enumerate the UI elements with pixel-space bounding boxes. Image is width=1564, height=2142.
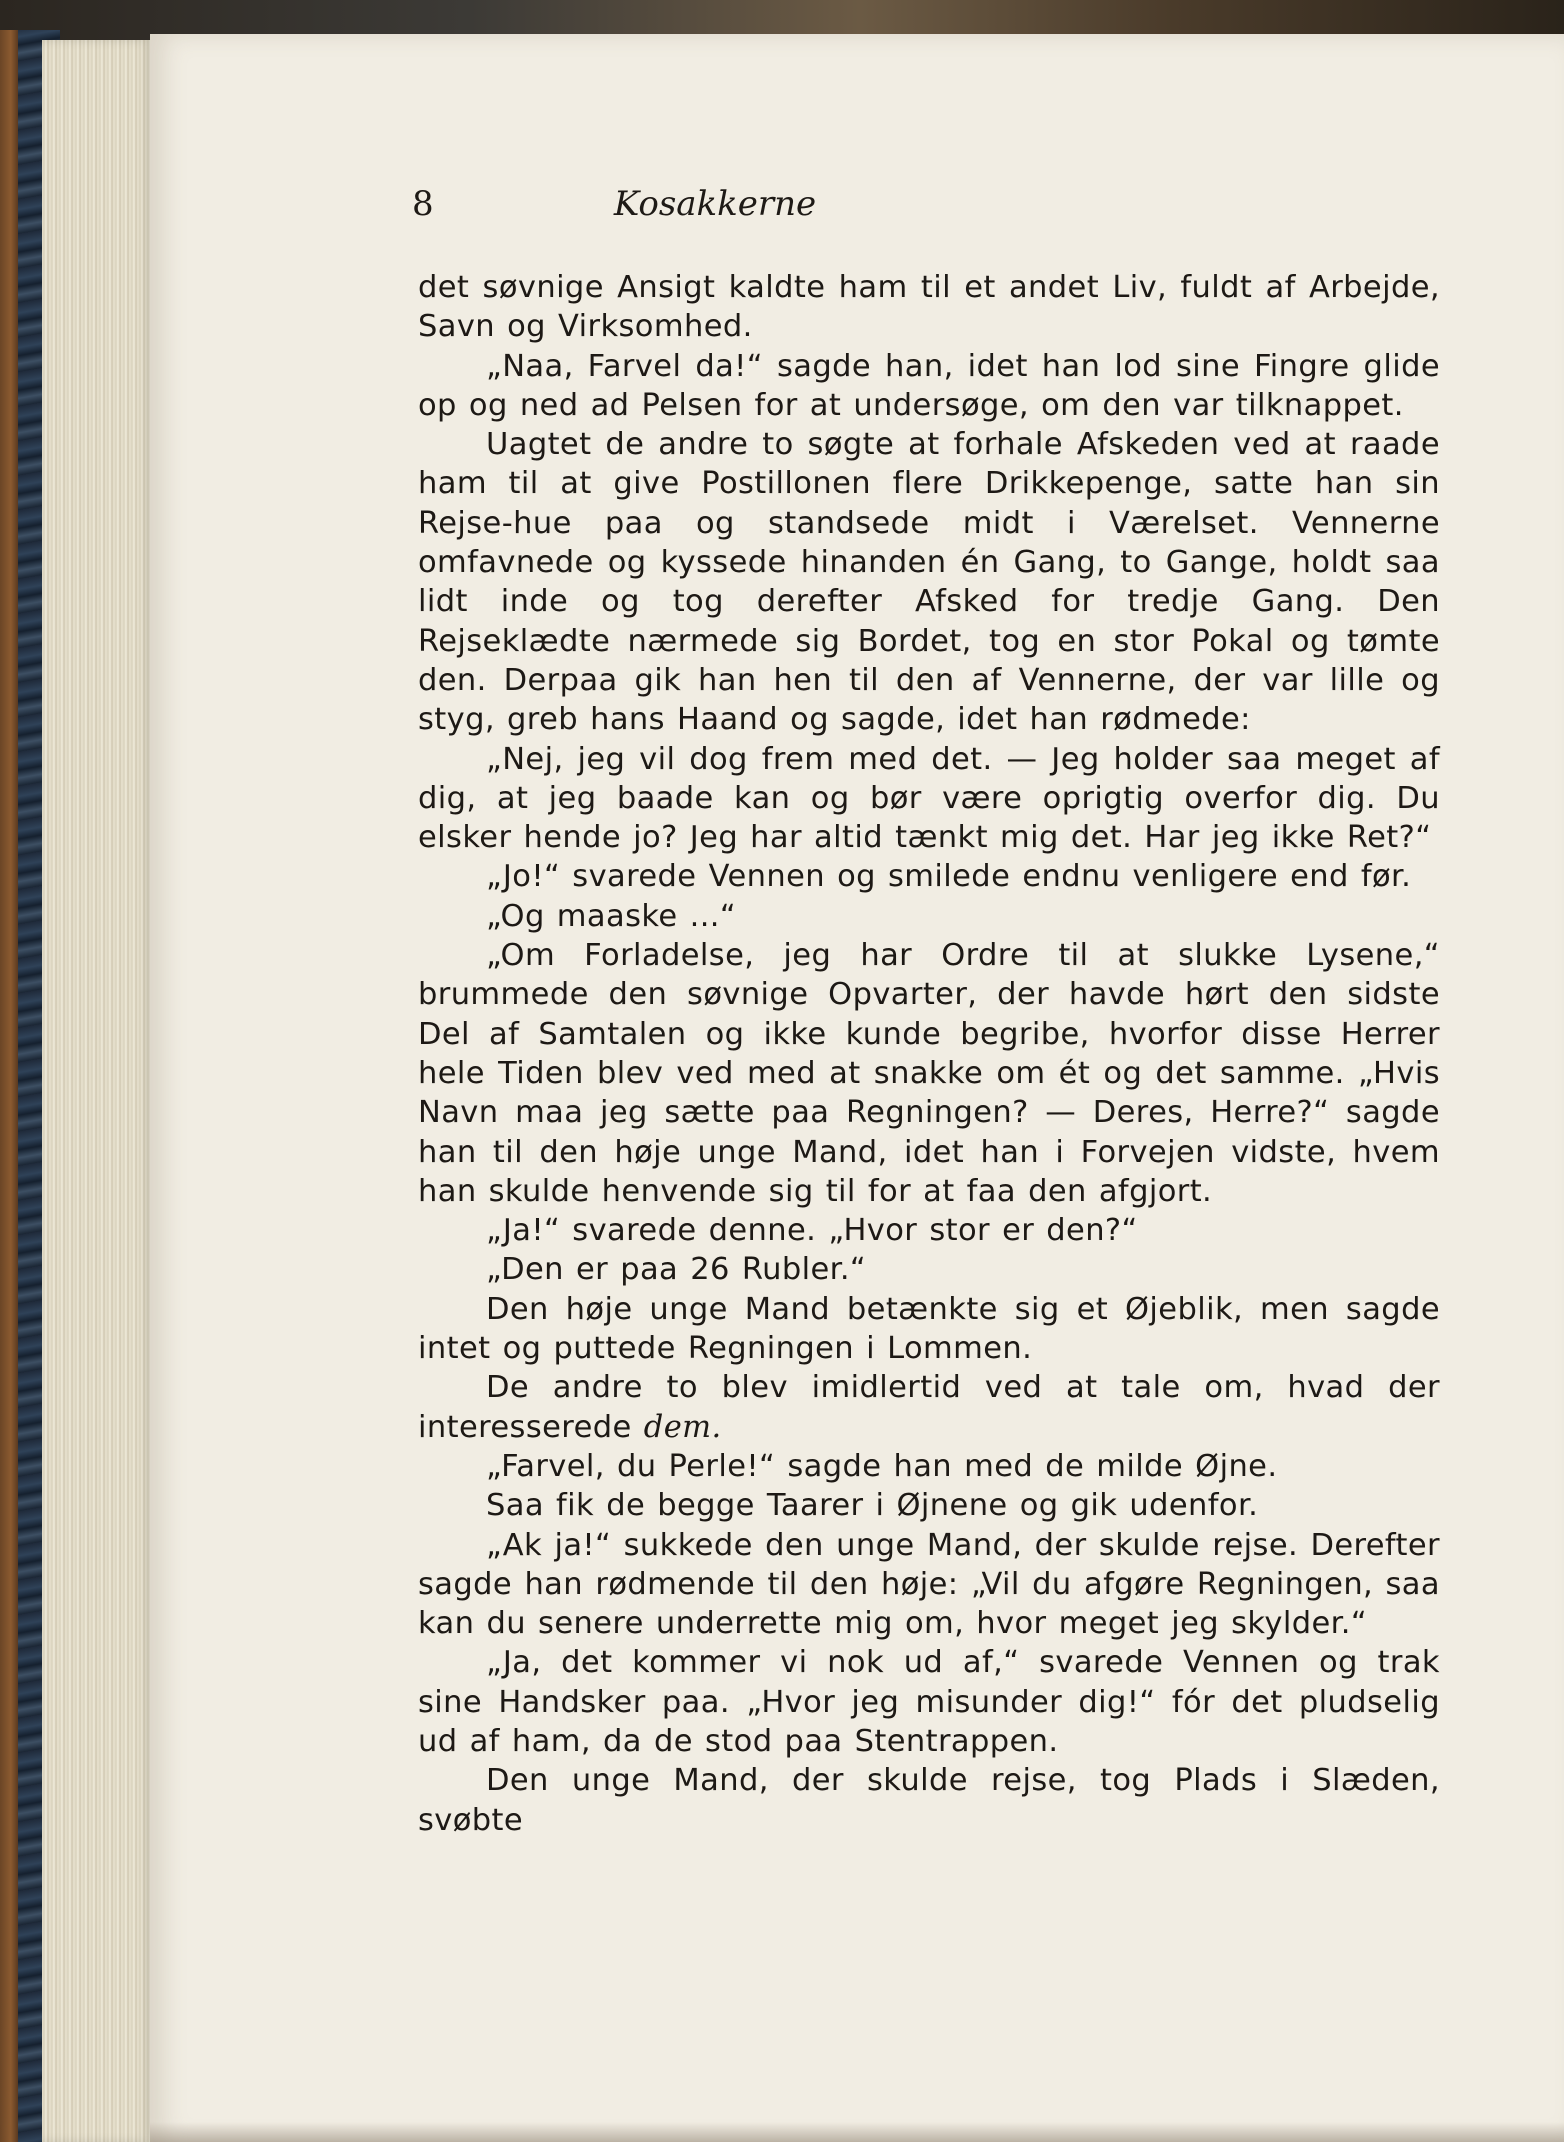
- paragraph: [418, 1290, 1440, 1369]
- paragraph-text: „Jo!“ svarede Vennen og smilede endnu venligere end før.: [486, 859, 1412, 895]
- paragraph: [418, 936, 1440, 1211]
- paragraph-text: det søvnige Ansigt kaldte ham til et andet Liv, fuldt af Arbejde, Savn og Virksomhed.: [418, 270, 1440, 345]
- paragraph: [418, 857, 1440, 896]
- paragraph: [418, 1250, 1440, 1289]
- page-stack-edges: [42, 40, 152, 2142]
- paragraph: [418, 347, 1440, 426]
- paragraph-text: „Farvel, du Perle!“ sagde han med de milde Øjne.: [486, 1448, 1278, 1484]
- paragraph-text: „Naa, Farvel da!“ sagde han, idet han lod sine Fingre glide op og ned ad Pelsen for at undersøge, om den var tilknappet.: [418, 348, 1440, 423]
- paragraph: [418, 425, 1440, 739]
- paragraph: [418, 1761, 1440, 1840]
- paragraph: [418, 1368, 1440, 1447]
- paragraph-text: Saa fik de begge Taarer i Øjnene og gik udenfor.: [486, 1488, 1259, 1524]
- paragraph: [418, 740, 1440, 858]
- paragraph-text: Uagtet de andre to søgte at forhale Afskeden ved at raade ham til at give Postillonen flere Drikkepenge, satte han sin Rejse-hue paa og standsede midt i Værelset. Vennerne omfavnede og kyssede hinanden én Gang, to Gange, holdt saa lidt inde og tog derefter Afsked for tredje Gang. Den Rejseklædte nærmede sig Bordet, tog en stor Pokal og tømte den. Derpaa gik han hen til den af Vennerne, der var lille og styg, greb hans Haand og sagde, idet han rødmede:: [418, 427, 1440, 738]
- paragraph-text: „Og maaske ...“: [486, 898, 737, 934]
- paragraph: [418, 1447, 1440, 1486]
- paragraph: [418, 1526, 1440, 1644]
- body-text: [418, 268, 1440, 1840]
- page-header: [412, 178, 1018, 230]
- paragraph-text: De andre to blev imidlertid ved at tale om, hvad der interesserede: [418, 1370, 1440, 1445]
- page-number: 8: [412, 184, 434, 224]
- page-bottom-shadow: [150, 2122, 1564, 2142]
- paragraph-text: „Ak ja!“ sukkede den unge Mand, der skulde rejse. Derefter sagde han rødmende til den høje: „Vil du afgøre Regningen, saa kan du senere underrette mig om, hvor meget jeg skylder.“: [418, 1527, 1440, 1642]
- paragraph-text: „Den er paa 26 Rubler.“: [486, 1252, 867, 1288]
- paragraph-text: „Ja!“ svarede denne. „Hvor stor er den?“: [486, 1213, 1138, 1249]
- paragraph: [418, 1211, 1440, 1250]
- paragraph: [418, 897, 1440, 936]
- paragraph: [418, 1643, 1440, 1761]
- leather-spine-edge: [0, 30, 18, 2142]
- italic-word: dem.: [643, 1409, 722, 1445]
- running-title: Kosakkerne: [613, 184, 817, 224]
- paragraph-text: Den unge Mand, der skulde rejse, tog Plads i Slæden, svøbte: [418, 1763, 1440, 1838]
- paragraph-text: „Om Forladelse, jeg har Ordre til at slukke Lysene,“ brummede den søvnige Opvarter, der havde hørt den sidste Del af Samtalen og ikke kunde begribe, hvorfor disse Herrer hele Tiden blev ved med at snakke om ét og det samme. „Hvis Navn maa jeg sætte paa Regningen? — Deres, Herre?“ sagde han til den høje unge Mand, idet han i Forvejen vidste, hvem han skulde henvende sig til for at faa den afgjort.: [418, 938, 1440, 1209]
- paragraph-text: „Nej, jeg vil dog frem med det. — Jeg holder saa meget af dig, at jeg baade kan og bør være oprigtig overfor dig. Du elsker hende jo? Jeg har altid tænkt mig det. Har jeg ikke Ret?“: [418, 741, 1440, 856]
- paragraph-text: „Ja, det kommer vi nok ud af,“ svarede Vennen og trak sine Handsker paa. „Hvor jeg misunder dig!“ fór det pludselig ud af ham, da de stod paa Stentrappen.: [418, 1645, 1440, 1759]
- paragraph: [418, 268, 1440, 347]
- paragraph-text: Den høje unge Mand betænkte sig et Øjeblik, men sagde intet og puttede Regningen i Lommen.: [418, 1291, 1440, 1367]
- paragraph: [418, 1486, 1440, 1525]
